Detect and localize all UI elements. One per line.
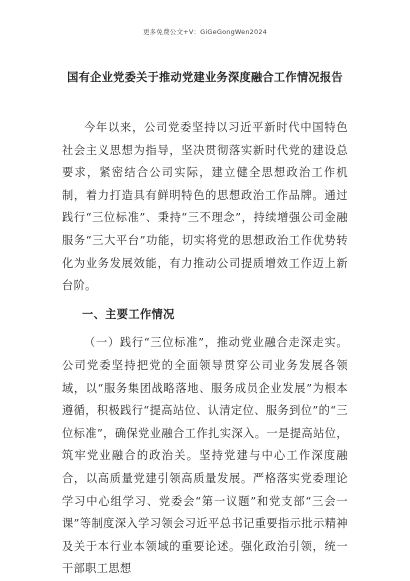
intro-paragraph: 今年以来，公司党委坚持以习近平新时代中国特色社会主义思想为指导，坚决贯彻落实新时代党的建设总要求，紧密结合公司实际，建立健全思想政治工作机制，着力打造具有鲜明特色的思想政治工作品牌。通过践行“三位标准”、秉持“三不理念”，持续增强公司金融服务“三大平台”功能，切实将党的思想政治工作优势转化为业务发展效能，有力推动公司提质增效工作迈上新台阶。 (62, 121, 348, 293)
section-heading: 一、主要工作情况 (82, 307, 175, 321)
section-paragraph: （一）践行“三位标准”，推动党业融合走深走实。公司党委坚持把党的全面领导贯穿公司业务发展各领域，以“服务集团战略落地、服务成员企业发展”为根本遵循，积极践行“提高站位、认清定位、服务到位”的“三位标准”，确保党业融合工作扎实深入。一是提高站位，筑牢党业融合的政治关。坚持党建与中心工作深度融合，以高质量党建引领高质量发展。严格落实党委理论学习中心组学习、党委会“第一议题”和党支部“三会一课”等制度深入学习领会习近平总书记重要指示批示精神及关于本行业本领域的重要论述。强化政治引领，统一干部职工思想 (62, 336, 348, 576)
header-note: 更多免费公文+V：GiGeGongWen2024 (142, 28, 268, 36)
document-title: 国有企业党委关于推动党建业务深度融合工作情况报告 (67, 71, 343, 84)
document-body (62, 117, 348, 581)
